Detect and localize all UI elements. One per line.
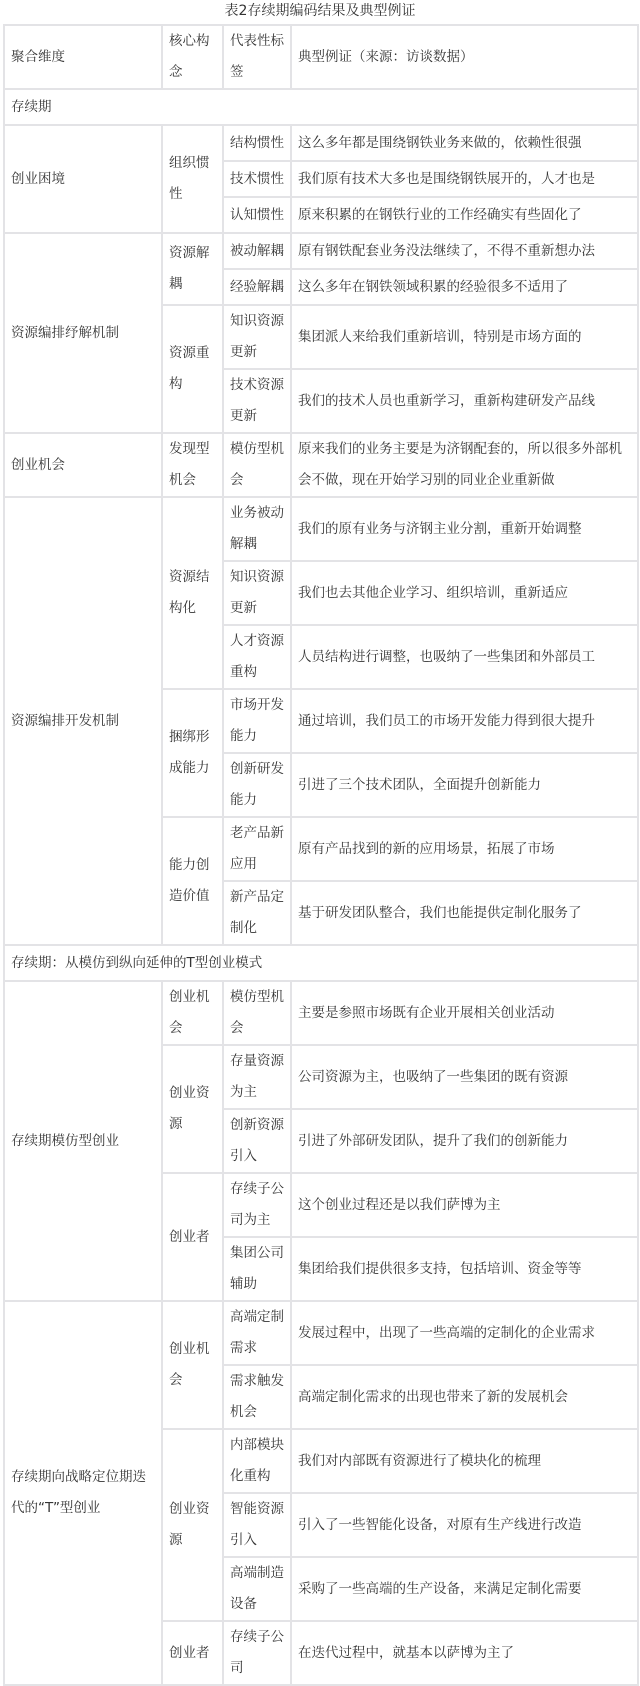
representative-label-cell: 模仿型机会 — [223, 981, 291, 1045]
section-title: 存续期 — [4, 89, 638, 125]
typical-example-cell: 原来我们的业务主要是为济钢配套的，所以很多外部机会不做，现在开始学习别的同业企业重新做 — [291, 433, 638, 497]
typical-example-cell: 我们也去其他企业学习、组织培训，重新适应 — [291, 561, 638, 625]
core-concept-cell: 能力创造价值 — [162, 817, 223, 945]
representative-label-cell: 内部模块化重构 — [223, 1429, 291, 1493]
typical-example-cell: 集团给我们提供很多支持，包括培训、资金等等 — [291, 1237, 638, 1301]
core-concept-cell: 捆绑形成能力 — [162, 689, 223, 817]
typical-example-cell: 原来积累的在钢铁行业的工作经确实有些固化了 — [291, 197, 638, 233]
typical-example-cell: 公司资源为主，也吸纳了一些集团的既有资源 — [291, 1045, 638, 1109]
typical-example-cell: 人员结构进行调整，也吸纳了一些集团和外部员工 — [291, 625, 638, 689]
representative-label-cell: 存续子公司为主 — [223, 1173, 291, 1237]
core-concept-cell: 组织惯性 — [162, 125, 223, 233]
typical-example-cell: 基于研发团队整合，我们也能提供定制化服务了 — [291, 881, 638, 945]
section-title: 存续期：从模仿到纵向延伸的T型创业模式 — [4, 945, 638, 981]
typical-example-cell: 这么多年在钢铁领域积累的经验很多不适用了 — [291, 269, 638, 305]
typical-example-cell: 集团派人来给我们重新培训，特别是市场方面的 — [291, 305, 638, 369]
aggregate-dimension-cell: 存续期模仿型创业 — [4, 981, 162, 1301]
header-row — [4, 25, 638, 89]
coding-results-table — [3, 24, 639, 1686]
core-concept-cell: 创业资源 — [162, 1429, 223, 1621]
representative-label-cell: 创新研发能力 — [223, 753, 291, 817]
typical-example-cell: 采购了一些高端的生产设备，来满足定制化需要 — [291, 1557, 638, 1621]
core-concept-cell: 创业资源 — [162, 1045, 223, 1173]
core-concept-cell: 资源结构化 — [162, 497, 223, 689]
representative-label-cell: 集团公司辅助 — [223, 1237, 291, 1301]
table-row — [4, 497, 638, 561]
core-concept-cell: 资源解耦 — [162, 233, 223, 305]
representative-label-cell: 认知惯性 — [223, 197, 291, 233]
representative-label-cell: 知识资源更新 — [223, 305, 291, 369]
header-concept: 核心构念 — [162, 25, 223, 89]
representative-label-cell: 存续子公司 — [223, 1621, 291, 1685]
representative-label-cell: 经验解耦 — [223, 269, 291, 305]
representative-label-cell: 创新资源引入 — [223, 1109, 291, 1173]
table-caption: 表2存续期编码结果及典型例证 — [224, 3, 416, 19]
representative-label-cell: 高端制造设备 — [223, 1557, 291, 1621]
typical-example-cell: 这么多年都是围绕钢铁业务来做的，依赖性很强 — [291, 125, 638, 161]
typical-example-cell: 引入了一些智能化设备，对原有生产线进行改造 — [291, 1493, 638, 1557]
representative-label-cell: 存量资源为主 — [223, 1045, 291, 1109]
typical-example-cell: 高端定制化需求的出现也带来了新的发展机会 — [291, 1365, 638, 1429]
core-concept-cell: 创业机会 — [162, 981, 223, 1045]
representative-label-cell: 人才资源重构 — [223, 625, 291, 689]
typical-example-cell: 我们的技术人员也重新学习，重新构建研发产品线 — [291, 369, 638, 433]
typical-example-cell: 发展过程中，出现了一些高端的定制化的企业需求 — [291, 1301, 638, 1365]
typical-example-cell: 引进了三个技术团队，全面提升创新能力 — [291, 753, 638, 817]
typical-example-cell: 引进了外部研发团队，提升了我们的创新能力 — [291, 1109, 638, 1173]
aggregate-dimension-cell: 资源编排纾解机制 — [4, 233, 162, 433]
header-example: 典型例证（来源：访谈数据） — [291, 25, 638, 89]
aggregate-dimension-cell: 创业机会 — [4, 433, 162, 497]
section-row — [4, 945, 638, 981]
core-concept-cell: 创业机会 — [162, 1301, 223, 1429]
representative-label-cell: 需求触发机会 — [223, 1365, 291, 1429]
aggregate-dimension-cell: 创业困境 — [4, 125, 162, 233]
table-row — [4, 1301, 638, 1365]
representative-label-cell: 业务被动解耦 — [223, 497, 291, 561]
typical-example-cell: 主要是参照市场既有企业开展相关创业活动 — [291, 981, 638, 1045]
table-row — [4, 433, 638, 497]
typical-example-cell: 这个创业过程还是以我们萨博为主 — [291, 1173, 638, 1237]
core-concept-cell: 资源重构 — [162, 305, 223, 433]
representative-label-cell: 模仿型机会 — [223, 433, 291, 497]
typical-example-cell: 我们对内部既有资源进行了模块化的梳理 — [291, 1429, 638, 1493]
representative-label-cell: 知识资源更新 — [223, 561, 291, 625]
core-concept-cell: 发现型机会 — [162, 433, 223, 497]
typical-example-cell: 原有钢铁配套业务没法继续了，不得不重新想办法 — [291, 233, 638, 269]
representative-label-cell: 智能资源引入 — [223, 1493, 291, 1557]
table-row — [4, 981, 638, 1045]
aggregate-dimension-cell: 资源编排开发机制 — [4, 497, 162, 945]
typical-example-cell: 通过培训，我们员工的市场开发能力得到很大提升 — [291, 689, 638, 753]
representative-label-cell: 市场开发能力 — [223, 689, 291, 753]
table-row — [4, 233, 638, 269]
typical-example-cell: 我们原有技术大多也是围绕钢铁展开的，人才也是 — [291, 161, 638, 197]
aggregate-dimension-cell: 存续期向战略定位期迭代的“T”型创业 — [4, 1301, 162, 1685]
representative-label-cell: 高端定制需求 — [223, 1301, 291, 1365]
representative-label-cell: 技术资源更新 — [223, 369, 291, 433]
core-concept-cell: 创业者 — [162, 1621, 223, 1685]
typical-example-cell: 原有产品找到的新的应用场景，拓展了市场 — [291, 817, 638, 881]
representative-label-cell: 新产品定制化 — [223, 881, 291, 945]
representative-label-cell: 老产品新应用 — [223, 817, 291, 881]
core-concept-cell: 创业者 — [162, 1173, 223, 1301]
typical-example-cell: 我们的原有业务与济钢主业分割，重新开始调整 — [291, 497, 638, 561]
header-label: 代表性标签 — [223, 25, 291, 89]
representative-label-cell: 技术惯性 — [223, 161, 291, 197]
typical-example-cell: 在迭代过程中，就基本以萨博为主了 — [291, 1621, 638, 1685]
representative-label-cell: 被动解耦 — [223, 233, 291, 269]
header-dimension: 聚合维度 — [4, 25, 162, 89]
representative-label-cell: 结构惯性 — [223, 125, 291, 161]
table-row — [4, 125, 638, 161]
section-row — [4, 89, 638, 125]
